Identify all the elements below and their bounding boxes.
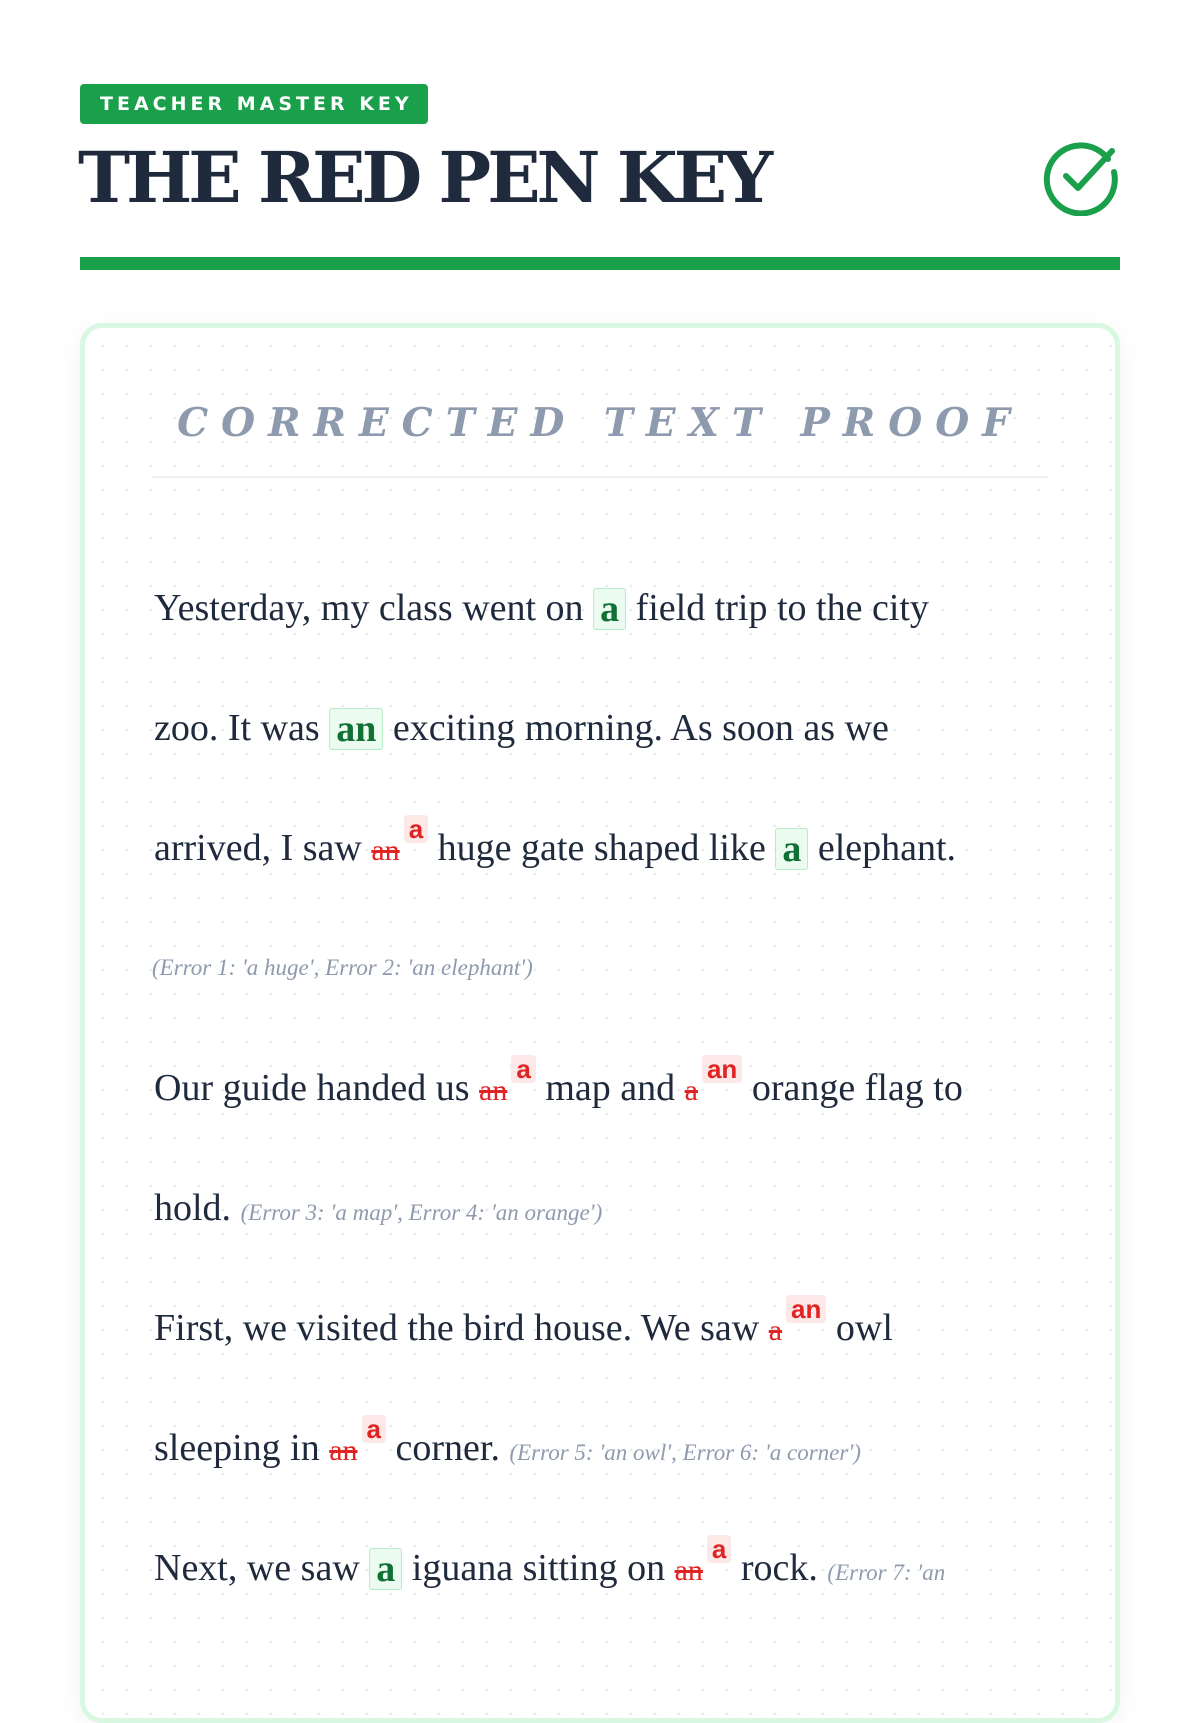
circle-check-icon <box>1042 138 1120 216</box>
error-note: (Error 7: 'an <box>827 1560 946 1585</box>
text: orange flag to <box>751 1067 963 1109</box>
inserted-article: a <box>511 1055 535 1083</box>
text: owl <box>835 1307 893 1349</box>
text: field trip to the city <box>635 587 929 629</box>
teacher-master-key-badge: TEACHER MASTER KEY <box>80 84 428 124</box>
proof-line <box>154 1414 861 1478</box>
text: zoo. It was <box>154 707 320 749</box>
proof-line <box>154 1294 893 1356</box>
error-note: (Error 5: 'an owl', Error 6: 'a corner') <box>509 1440 861 1465</box>
page-title: THE RED PEN KEY <box>78 136 770 219</box>
struck-article: an <box>674 1554 703 1587</box>
inserted-article: a <box>404 815 428 843</box>
proof-line <box>154 1534 946 1598</box>
header-rule <box>80 257 1120 270</box>
inserted-article: an <box>702 1055 742 1083</box>
confirmed-article: a <box>775 828 808 870</box>
text: arrived, I saw <box>154 827 362 869</box>
proof-line <box>154 703 889 753</box>
proof-line <box>154 814 957 876</box>
text: iguana sitting on <box>411 1547 666 1589</box>
proof-divider <box>152 476 1048 478</box>
struck-article: a <box>684 1074 698 1107</box>
text: huge gate shaped like <box>437 827 766 869</box>
text: Yesterday, my class went on <box>154 587 584 629</box>
confirmed-article: an <box>329 708 383 750</box>
struck-article: an <box>479 1074 508 1107</box>
proof-line <box>154 583 929 633</box>
text: First, we visited the bird house. We saw <box>154 1307 760 1349</box>
text: Our guide handed us <box>154 1067 470 1109</box>
proof-line <box>154 1054 963 1116</box>
text: corner. <box>395 1427 500 1469</box>
proof-heading: CORRECTED TEXT PROOF <box>177 400 1023 446</box>
text: rock. <box>740 1547 818 1589</box>
struck-article: a <box>768 1314 783 1347</box>
text: exciting morning. As soon as we <box>392 707 889 749</box>
text: elephant. <box>817 827 957 869</box>
text: sleeping in <box>154 1427 320 1469</box>
text: map and <box>545 1067 676 1109</box>
inserted-article: a <box>707 1535 731 1563</box>
confirmed-article: a <box>369 1548 402 1590</box>
text: hold. <box>154 1187 232 1229</box>
struck-article: an <box>329 1434 358 1467</box>
text: Next, we saw <box>154 1547 360 1589</box>
inserted-article: an <box>786 1295 826 1323</box>
proof-line <box>154 1183 602 1238</box>
proof-card <box>80 323 1120 1723</box>
inserted-article: a <box>362 1415 386 1443</box>
error-note: (Error 1: 'a huge', Error 2: 'an elephant') <box>152 955 533 980</box>
struck-article: an <box>371 834 400 867</box>
error-note: (Error 3: 'a map', Error 4: 'an orange') <box>240 1200 603 1225</box>
confirmed-article: a <box>593 588 626 630</box>
